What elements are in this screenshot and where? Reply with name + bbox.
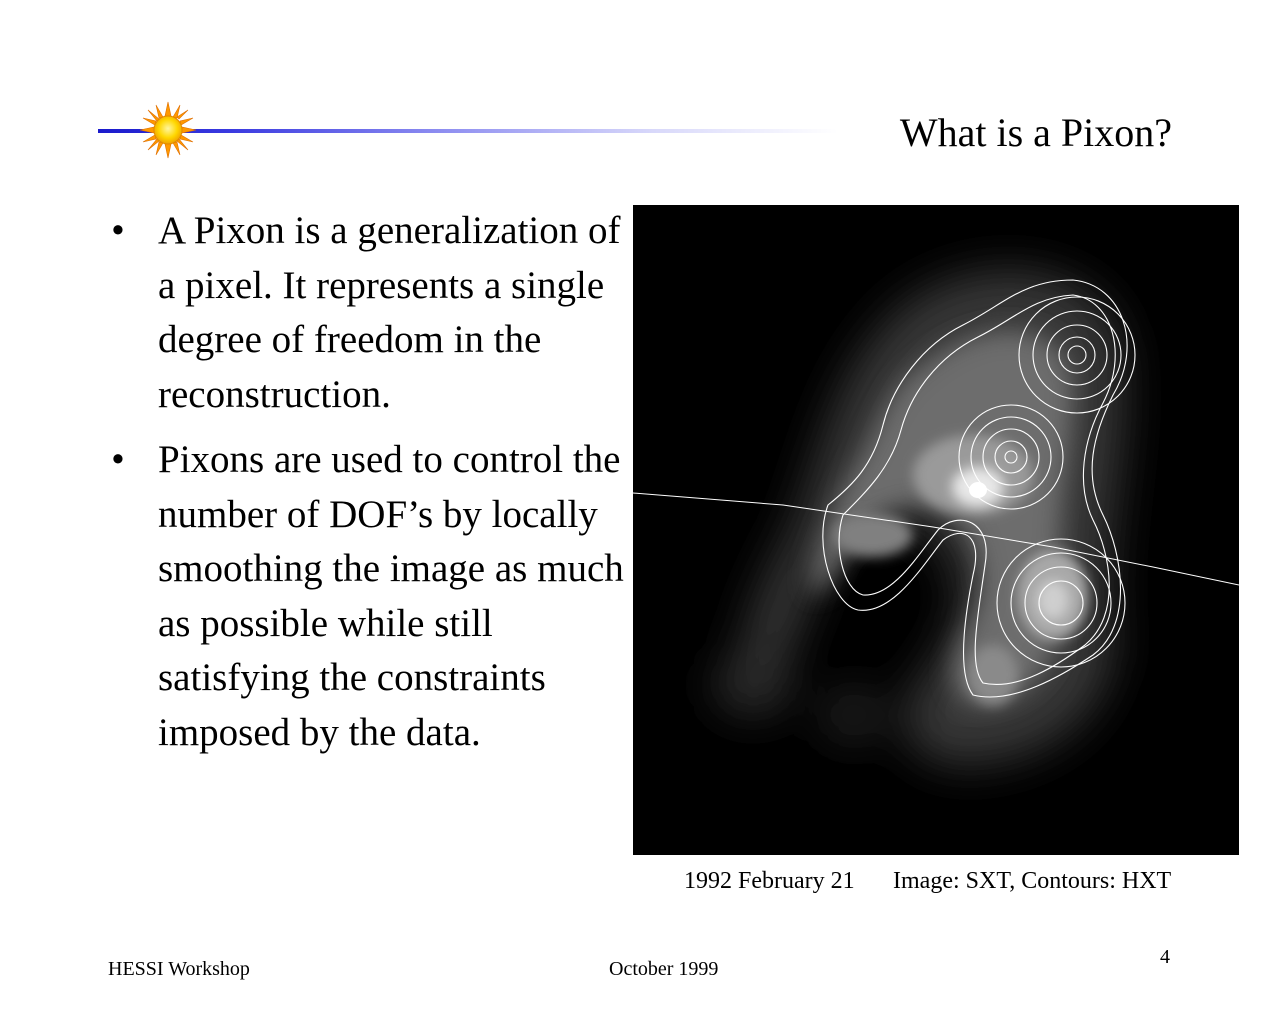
solar-flare-graphic [633,205,1239,855]
bullet-list [106,204,626,771]
bullet-text: A Pixon is a generalization of a pixel. It represents a single degree of freedom in the reconstruction. [158,209,621,416]
bullet-text: Pixons are used to control the number of DOF’s by locally smoothing the image as much as possible while still satisfying the constraints imposed by the data. [158,438,624,754]
page-number: 4 [1160,946,1170,968]
figure-caption-credit: Image: SXT, Contours: HXT [893,868,1172,894]
bullet-marker: • [111,438,125,481]
bullet-item [106,433,626,760]
header-rule [98,129,838,133]
solar-flare-image [633,205,1239,855]
figure-caption-date: 1992 February 21 [684,868,855,894]
sun-icon [138,100,198,160]
bullet-marker: • [111,209,125,252]
bullet-item [106,204,626,422]
footer-event: HESSI Workshop [108,958,250,980]
slide-title: What is a Pixon? [899,110,1172,155]
footer-date: October 1999 [609,958,719,980]
